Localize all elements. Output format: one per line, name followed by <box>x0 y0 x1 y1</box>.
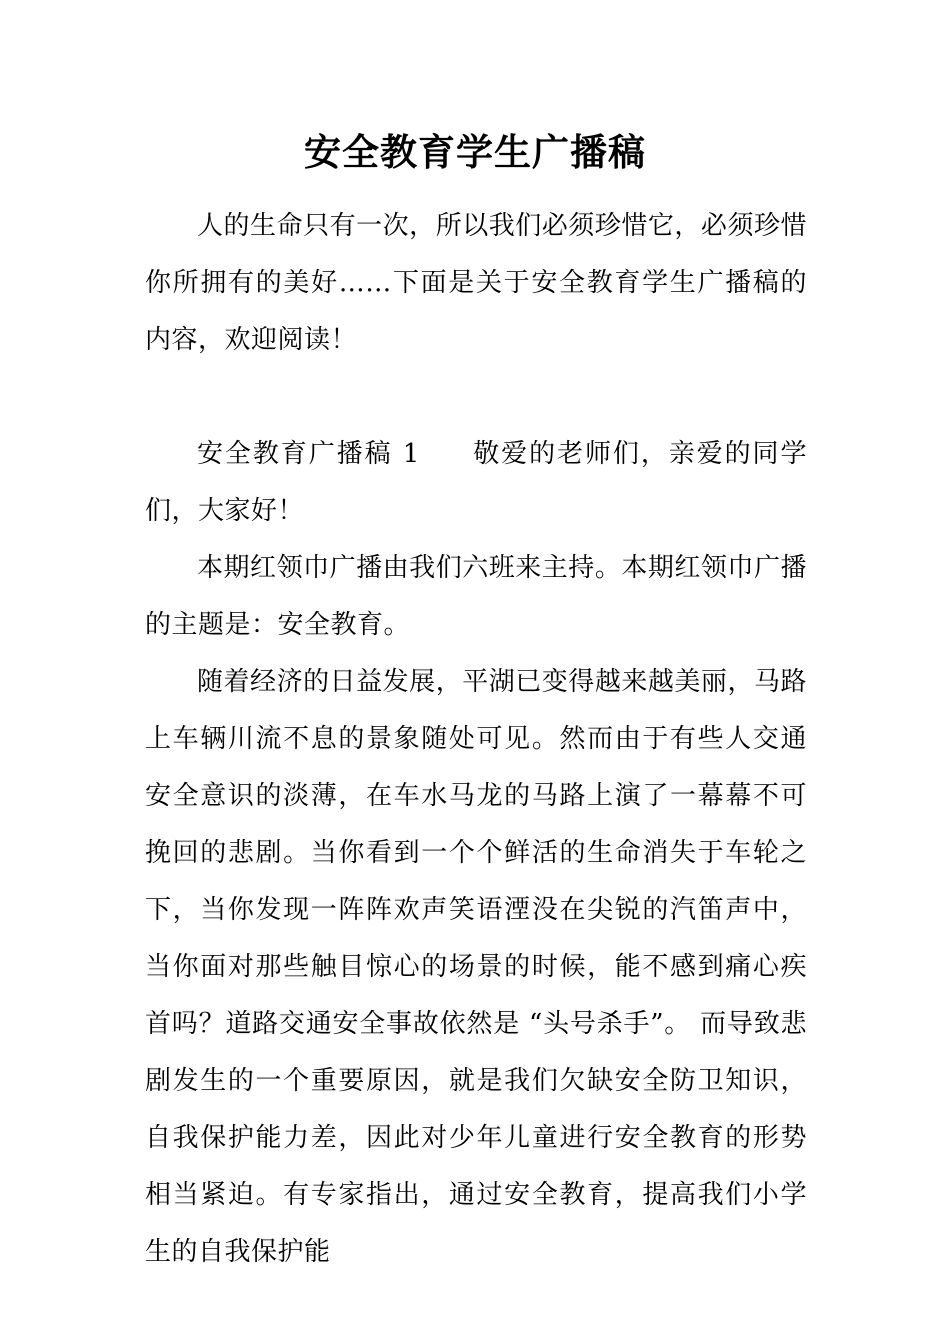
intro-paragraph: 人的生命只有一次，所以我们必须珍惜它，必须珍惜你所拥有的美好……下面是关于安全教育学生广播稿的内容，欢迎阅读！ <box>145 211 807 355</box>
document-body <box>145 198 807 1281</box>
body-paragraph: 本期红领巾广播由我们六班来主持。本期红领巾广播的主题是：安全教育。 <box>145 553 807 640</box>
section-opening-paragraph <box>145 426 807 540</box>
section-greeting: 敬爱的老师们，亲爱的同学们，大家好！ <box>145 439 807 526</box>
document-title: 安全教育学生广播稿 <box>304 130 646 174</box>
section-heading: 安全教育广播稿 1 <box>197 439 420 469</box>
body-paragraph: 随着经济的日益发展，平湖已变得越来越美丽，马路上车辆川流不息的景象随处可见。然而由于有些人交通 安全意识的淡薄，在车水马龙的马路上演了一幕幕不可挽回的悲剧。当你看到一个个鲜活的生命消失于车轮之下，当你发现一阵阵欢声笑语湮没在尖锐的汽笛声中，当你面对那些触目惊心的场景的时候，能不感到痛心疾首吗？道路交通安全事故依然是 “头号杀手”。 而导致悲剧发生的一个重要原因，就是我们欠缺安全防卫知识，自我保护能力差，因此对少年儿童进行安全教育的形势相当紧迫。有专家指出，通过安全教育，提高我们小学生的自我保护能 <box>145 667 807 1267</box>
